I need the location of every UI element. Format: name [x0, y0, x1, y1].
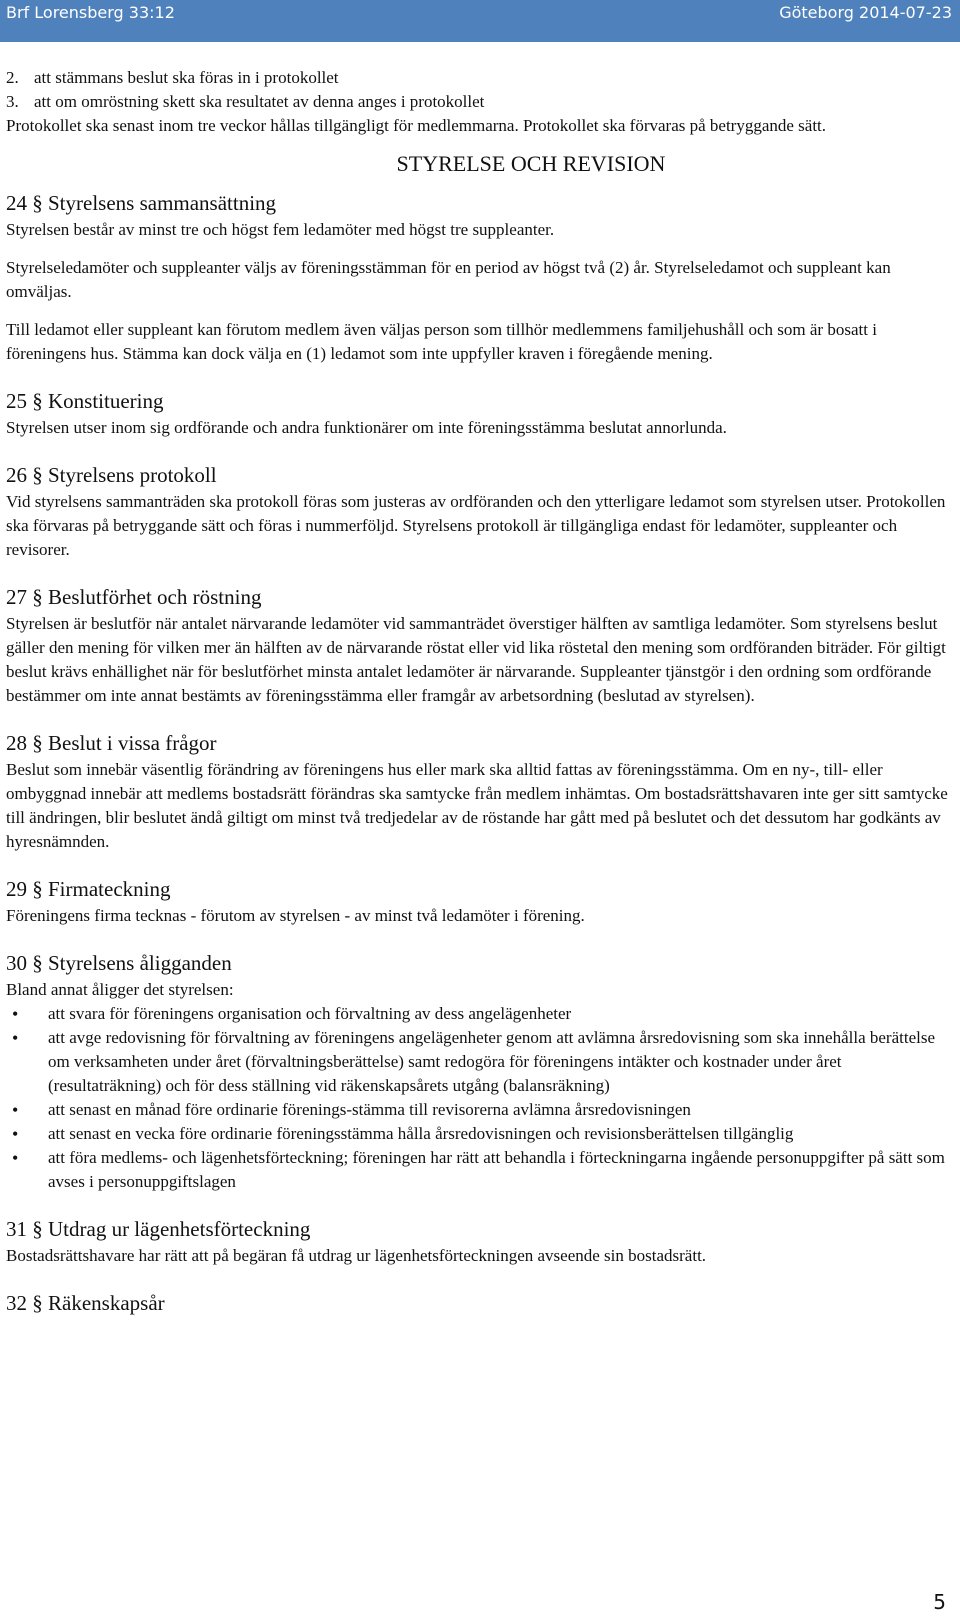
section-24-paragraph-2: Styrelseledamöter och suppleanter väljs av föreningsstämman för en period av högst två (2) år. Styrelseledamot och suppleant kan omväljas.	[6, 258, 891, 301]
intro-paragraph: Protokollet ska senast inom tre veckor hållas tillgängligt för medlemmarna. Protokollet ska förvaras på betryggande sätt.	[6, 116, 827, 135]
section-26-paragraph: Vid styrelsens sammanträden ska protokoll föras som justeras av ordföranden och den ytterligare ledamot som styrelsen utser. Protokollen ska förvaras på betryggande sätt och föras i nummerföljd. Styrelsens protokoll är tillgängliga endast för ledamöter, suppleanter och revisorer.	[6, 492, 946, 559]
section-30-bullet-list	[6, 1002, 950, 1194]
chapter-title: STYRELSE OCH REVISION	[396, 151, 666, 176]
header-place-date: Göteborg 2014-07-23	[779, 3, 952, 22]
section-31-title: 31 § Utdrag ur lägenhetsförteckning	[6, 1217, 311, 1241]
document-body	[6, 66, 950, 1318]
section-29-title: 29 § Firmateckning	[6, 877, 171, 901]
section-28-paragraph: Beslut som innebär väsentlig förändring av föreningens hus eller mark ska alltid fattas av föreningsstämma. Om en ny-, till- eller ombyggnad innebär att medlems bostadsrätt förändras ska samtycke från medlem inhämtas. Om bostadsrättshavaren inte ger sitt samtycke till ändringen, blir beslutet ändå giltigt om minst två tredjedelar av de röstande har gått med på beslutet och det dessutom har godkänts av hyresnämnden.	[6, 760, 948, 851]
page-number: 5	[933, 1590, 946, 1614]
section-27-paragraph: Styrelsen är beslutför när antalet närvarande ledamöter vid sammanträdet överstiger hälften av samtliga ledamöter. Som styrelsens beslut gäller den mening för vilken mer än hälften av de närvarande röstat eller vid lika röstetal den mening som ordföranden biträder. För giltigt beslut krävs enhällighet när för beslutförhet minsta antalet ledamöter är närvarande. Suppleanter tjänstgör i den ordning som ordförande bestämmer om inte annat bestämts av föreningsstämma eller framgår av arbetsordning (beslutad av styrelsen).	[6, 614, 946, 705]
list-item	[6, 90, 950, 114]
bullet-item: • att senast en månad före ordinarie förenings-stämma till revisorerna avlämna årsredovisningen	[6, 1098, 950, 1122]
list-item	[6, 66, 950, 90]
header-association-name: Brf Lorensberg 33:12	[6, 3, 175, 22]
section-27-title: 27 § Beslutförhet och röstning	[6, 585, 262, 609]
bullet-item: • att svara för föreningens organisation och förvaltning av dess angelägenheter	[6, 1002, 950, 1026]
section-25-paragraph: Styrelsen utser inom sig ordförande och andra funktionärer om inte föreningsstämma beslutat annorlunda.	[6, 418, 727, 437]
section-26-title: 26 § Styrelsens protokoll	[6, 463, 217, 487]
bullet-item: • att avge redovisning för förvaltning av föreningens angelägenheter genom att avlämna årsredovisning som ska innehålla berättelse om verksamheten under året (förvaltningsberättelse) samt redogöra för föreningens intäkter och kostnader under året (resultaträkning) och för dess ställning vid räkenskapsårets utgång (balansräkning)	[6, 1026, 950, 1098]
list-item-number: 2.	[6, 68, 19, 87]
section-28-title: 28 § Beslut i vissa frågor	[6, 731, 217, 755]
section-30-intro: Bland annat åligger det styrelsen:	[6, 980, 234, 999]
bullet-item: • att föra medlems- och lägenhetsförteckning; föreningen har rätt att behandla i förteckningarna ingående personuppgifter på sätt som avses i personuppgiftslagen	[6, 1146, 950, 1194]
list-item-text: att stämmans beslut ska föras in i protokollet	[34, 68, 339, 87]
section-29-paragraph: Föreningens firma tecknas - förutom av styrelsen - av minst två ledamöter i förening.	[6, 906, 585, 925]
page-header	[0, 0, 960, 42]
intro-numbered-list	[6, 66, 950, 114]
section-32-title: 32 § Räkenskapsår	[6, 1291, 165, 1315]
list-item-number: 3.	[6, 92, 19, 111]
section-25-title: 25 § Konstituering	[6, 389, 164, 413]
list-item-text: att om omröstning skett ska resultatet av denna anges i protokollet	[34, 92, 485, 111]
section-30-title: 30 § Styrelsens åligganden	[6, 951, 232, 975]
section-24-title: 24 § Styrelsens sammansättning	[6, 191, 277, 215]
section-31-paragraph: Bostadsrättshavare har rätt att på begäran få utdrag ur lägenhetsförteckningen avseende sin bostadsrätt.	[6, 1246, 707, 1265]
bullet-item: • att senast en vecka före ordinarie föreningsstämma hålla årsredovisningen och revisionsberättelsen tillgänglig	[6, 1122, 950, 1146]
section-24-paragraph-1: Styrelsen består av minst tre och högst fem ledamöter med högst tre suppleanter.	[6, 220, 555, 239]
section-24-paragraph-3: Till ledamot eller suppleant kan förutom medlem även väljas person som tillhör medlemmens familjehushåll och som är bosatt i föreningens hus. Stämma kan dock välja en (1) ledamot som inte uppfyller kraven i föregående mening.	[6, 320, 877, 363]
